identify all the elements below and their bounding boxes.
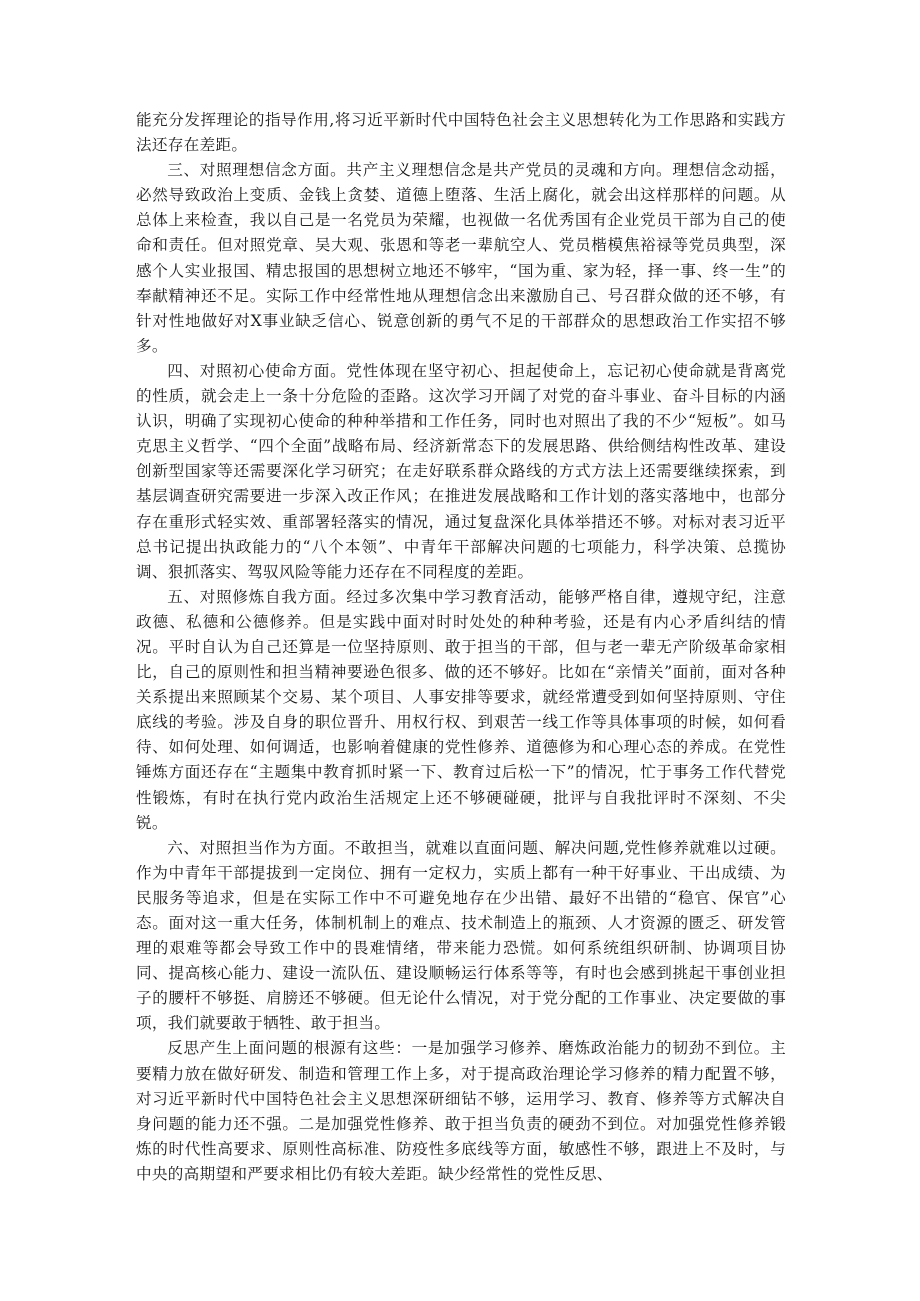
paragraph-self-cultivation: 五、对照修炼自我方面。经过多次集中学习教育活动，能够严格自律，遵规守纪，注意政德、私德和公德修养。但是实践中面对时时处处的种种考验，还是有内心矛盾纠结的情况。平时自认为自己还算是一位坚持原则、敢于担当的干部，但与老一辈无产阶级革命家相比，自己的原则性和担当精神要逊色很多、做的还不够好。比如在“亲情关”面前，面对各种关系提出来照顾某个交易、某个项目、人事安排等要求，就经常遭受到如何坚持原则、守住底线的考验。涉及自身的职位晋升、用权行权、到艰苦一线工作等具体事项的时候，如何看待、如何处理、如何调适，也影响着健康的党性修养、道德修为和心理心态的养成。在党性锤炼方面还存在“主题集中教育抓时紧一下、教育过后松一下”的情况，忙于事务工作代替党性锻炼，有时在执行党内政治生活规定上还不够硬碰硬，批评与自我批评时不深刻、不尖锐。 (136, 587, 786, 832)
paragraph-intro-continuation: 能充分发挥理论的指导作用,将习近平新时代中国特色社会主义思想转化为工作思路和实践方法还存在差距。 (136, 111, 786, 155)
paragraph-ideals-beliefs: 三、对照理想信念方面。共产主义理想信念是共产党员的灵魂和方向。理想信念动摇，必然导致政治上变质、金钱上贪婪、道德上堕落、生活上腐化，就会出这样那样的问题。从总体上来检查，我以自己是一名党员为荣耀，也视做一名优秀国有企业党员干部为自己的使命和责任。但对照党章、吴大观、张恩和等老一辈航空人、党员楷模焦裕禄等党员典型，深感个人实业报国、精忠报国的思想树立地还不够牢，“国为重、家为轻，择一事、终一生”的奉献精神还不足。实际工作中经常性地从理想信念出来激励自己、号召群众做的还不够，有针对性地做好对X事业缺乏信心、锐意创新的勇气不足的干部群众的思想政治工作实招不够多。 (136, 161, 786, 355)
paragraph-original-mission: 四、对照初心使命方面。党性体现在坚守初心、担起使命上，忘记初心使命就是背离党的性质，就会走上一条十分危险的歪路。这次学习开阔了对党的奋斗事业、奋斗目标的内涵认识，明确了实现初心使命的种种举措和工作任务，同时也对照出了我的不少“短板”。如马克思主义哲学、“四个全面”战略布局、经济新常态下的发展思路、供给侧结构性改革、建设创新型国家等还需要深化学习研究；在走好联系群众路线的方式方法上还需要继续探索，到基层调查研究需要进一步深入改正作风；在推进发展战略和工作计划的落实落地中，也部分存在重形式轻实效、重部署轻落实的情况，通过复盘深化具体举措还不够。对标对表习近平总书记提出执政能力的“八个本领”、中青年干部解决问题的七项能力，科学决策、总揽协调、狠抓落实、驾驭风险等能力还存在不同程度的差距。 (136, 361, 786, 581)
paragraph-root-causes: 反思产生上面问题的根源有这些：一是加强学习修养、磨炼政治能力的韧劲不到位。主要精力放在做好研发、制造和管理工作上多，对于提高政治理论学习修养的精力配置不够，对习近平新时代中国特色社会主义思想深研细钻不够，运用学习、教育、修养等方式解决自身问题的能力还不强。二是加强党性修养、敢于担当负责的硬劲不到位。对加强党性修养锻炼的时代性高要求、原则性高标准、防疫性多底线等方面，敏感性不够，跟进上不及时，与中央的高期望和严要求相比仍有较大差距。缺少经常性的党性反思、 (136, 1039, 786, 1183)
document-page (136, 108, 786, 1187)
paragraph-responsibility: 六、对照担当作为方面。不敢担当，就难以直面问题、解决问题,党性修养就难以过硬。作为中青年干部提拔到一定岗位、拥有一定权力，实质上都有一种干好事业、干出成绩、为民服务等追求，但是在实际工作中不可避免地存在少出错、最好不出错的“稳官、保官”心态。面对这一重大任务，体制机制上的难点、技术制造上的瓶颈、人才资源的匮乏、研发管理的艰难等都会导致工作中的畏难情绪，带来能力恐慌。如何系统组织研制、协调项目协同、提高核心能力、建设一流队伍、建设顺畅运行体系等等，有时也会感到挑起干事创业担子的腰杆不够挺、肩膀还不够硬。但无论什么情况，对于党分配的工作事业、决定要做的事项，我们就要敢于牺牲、敢于担当。 (136, 838, 786, 1033)
